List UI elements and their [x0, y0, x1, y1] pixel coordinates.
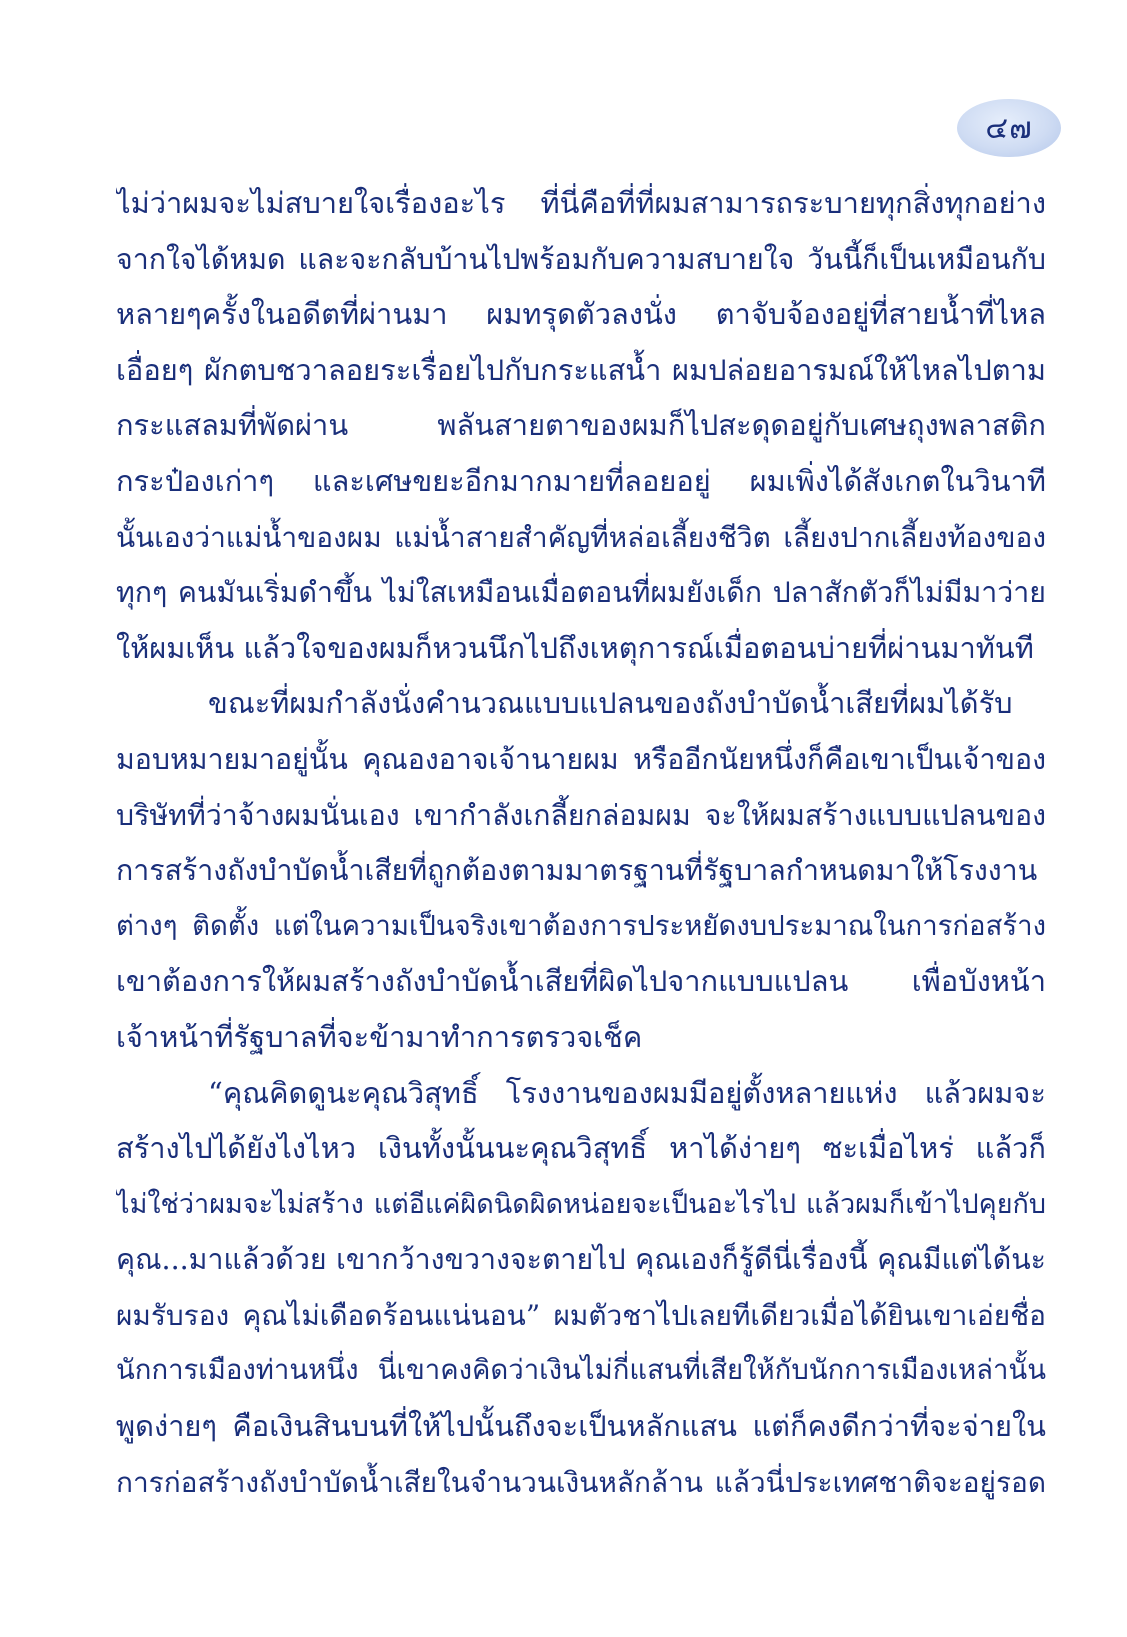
text-line: บริษัทที่ว่าจ้างผมนั่นเอง เขากำลังเกลี้ยกล่อมผม จะให้ผมสร้างแบบแปลนของ	[116, 798, 1046, 832]
text-line: มอบหมายมาอยู่นั้น คุณองอาจเจ้านายผม หรืออีกนัยหนึ่งก็คือเขาเป็นเจ้าของ	[116, 742, 1046, 776]
text-line: ให้ผมเห็น แล้วใจของผมก็หวนนึกไปถึงเหตุการณ์เมื่อตอนบ่ายที่ผ่านมาทันที	[116, 630, 1034, 665]
text-line: ต่างๆ ติดตั้ง แต่ในความเป็นจริงเขาต้องการประหยัดงบประมาณในการก่อสร้าง	[116, 909, 1046, 942]
text-line: พูดง่ายๆ คือเงินสินบนที่ให้ไปนั้นถึงจะเป็นหลักแสน แต่ก็คงดีกว่าที่จะจ่ายใน	[116, 1409, 1046, 1444]
text-line: กระป๋องเก่าๆ และเศษขยะอีกมากมายที่ลอยอยู่ ผมเพิ่งได้สังเกตในวินาที	[116, 463, 1046, 498]
text-line: การก่อสร้างถังบำบัดน้ำเสียในจำนวนเงินหลักล้าน แล้วนี่ประเทศชาติจะอยู่รอด	[116, 1465, 1046, 1499]
text-line: ไม่ว่าผมจะไม่สบายใจเรื่องอะไร ที่นี่คือที่ที่ผมสามารถระบายทุกสิ่งทุกอย่าง	[116, 186, 1046, 220]
text-line: เจ้าหน้าที่รัฐบาลที่จะข้ามาทำการตรวจเช็ค	[116, 1019, 643, 1054]
text-line: เขาต้องการให้ผมสร้างถังบำบัดน้ำเสียที่ผิดไปจากแบบแปลน เพื่อบังหน้า	[116, 964, 1046, 999]
text-line: กระแสลมที่พัดผ่าน พลันสายตาของผมก็ไปสะดุดอยู่กับเศษถุงพลาสติก	[116, 408, 1046, 443]
text-line: ไม่ใช่ว่าผมจะไม่สร้าง แต่อีแค่ผิดนิดผิดหน่อยจะเป็นอะไรไป แล้วผมก็เข้าไปคุยกับ	[116, 1188, 1046, 1220]
text-line: ทุกๆ คนมันเริ่มดำขึ้น ไม่ใสเหมือนเมื่อตอนที่ผมยังเด็ก ปลาสักตัวก็ไม่มีมาว่าย	[116, 576, 1046, 610]
text-line: เอื่อยๆ ผักตบชวาลอยระเรื่อยไปกับกระแสน้ำ ผมปล่อยอารมณ์ให้ไหลไปตาม	[116, 352, 1046, 387]
text-line: สร้างไปได้ยังไงไหว เงินทั้งนั้นนะคุณวิสุทธิ์ หาได้ง่ายๆ ซะเมื่อไหร่ แล้วก็	[116, 1131, 1046, 1166]
text-line: ขณะที่ผมกำลังนั่งคำนวณแบบแปลนของถังบำบัดน้ำเสียที่ผมได้รับ	[208, 686, 1013, 721]
text-line: “คุณคิดดูนะคุณวิสุทธิ์ โรงงานของผมมีอยู่ตั้งหลายแห่ง แล้วผมจะ	[208, 1075, 1046, 1110]
text-line: การสร้างถังบำบัดน้ำเสียที่ถูกต้องตามมาตรฐานที่รัฐบาลกำหนดมาให้โรงงาน	[116, 854, 1038, 888]
text-line: หลายๆครั้งในอดีตที่ผ่านมา ผมทรุดตัวลงนั่ง ตาจับจ้องอยู่ที่สายน้ำที่ไหล	[116, 297, 1046, 332]
text-line: นั้นเองว่าแม่น้ำของผม แม่น้ำสายสำคัญที่หล่อเลี้ยงชีวิต เลี้ยงปากเลี้ยงท้องของ	[116, 520, 1046, 554]
text-line: นักการเมืองท่านหนึ่ง นี่เขาคงคิดว่าเงินไม่กี่แสนที่เสียให้กับนักการเมืองเหล่านั้น	[116, 1354, 1046, 1387]
text-line: ผมรับรอง คุณไม่เดือดร้อนแน่นอน” ผมตัวชาไปเลยทีเดียวเมื่อได้ยินเขาเอ่ยชื่อ	[116, 1298, 1046, 1332]
text-line: คุณ...มาแล้วด้วย เขากว้างขวางจะตายไป คุณเองก็รู้ดีนี่เรื่องนี้ คุณมีแต่ได้นะ	[116, 1243, 1046, 1277]
text-line: จากใจได้หมด และจะกลับบ้านไปพร้อมกับความสบายใจ วันนี้ก็เป็นเหมือนกับ	[116, 242, 1046, 276]
page-number-badge	[957, 99, 1061, 157]
body-text	[116, 176, 1046, 1510]
page-number: ๔๗	[985, 110, 1033, 146]
